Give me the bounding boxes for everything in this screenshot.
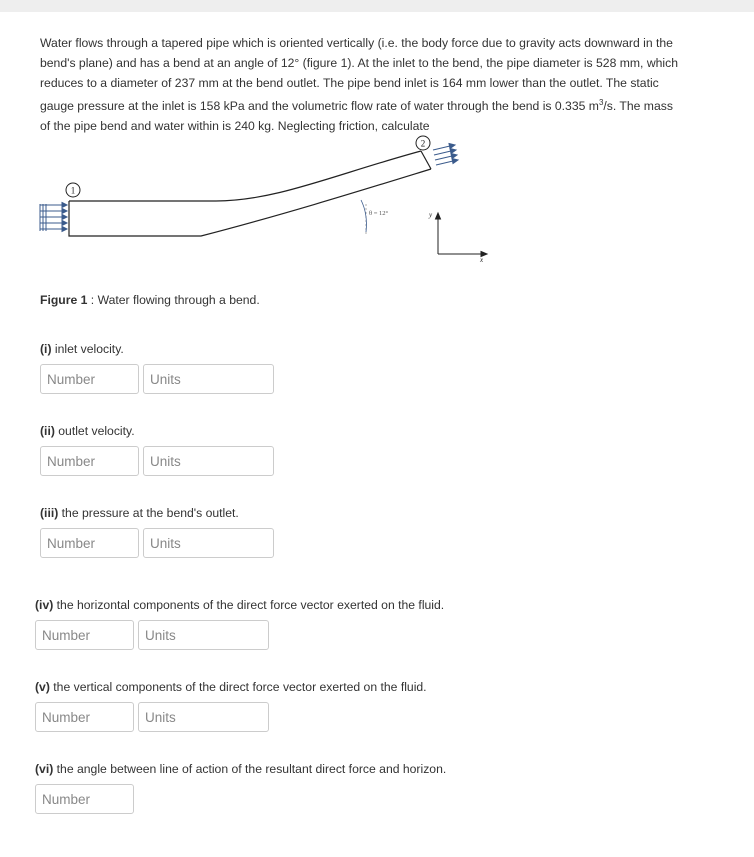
question-2-inputs xyxy=(40,446,274,476)
figure-1 xyxy=(36,134,506,269)
svg-text:θ = 12°: θ = 12° xyxy=(369,210,389,217)
q5-number-input[interactable]: Number xyxy=(35,702,134,732)
svg-text:2: 2 xyxy=(420,138,426,149)
station-2-label xyxy=(416,136,430,150)
question-4-label xyxy=(35,598,444,612)
pipe-bend-diagram xyxy=(36,134,506,269)
problem-statement xyxy=(40,33,685,136)
axis-x-label: x xyxy=(480,256,484,264)
axis-y-label: y xyxy=(429,211,433,219)
problem-text-end: /s. The mass of the pipe bend and water within is 240 kg. Neglecting friction, calculate xyxy=(40,99,673,134)
question-3-label xyxy=(40,506,239,520)
q6-number-input[interactable]: Number xyxy=(35,784,134,814)
question-number: (i) xyxy=(40,342,52,356)
q3-units-select[interactable]: Units xyxy=(143,528,274,558)
q4-units-select[interactable]: Units xyxy=(138,620,269,650)
q1-number-input[interactable]: Number xyxy=(40,364,139,394)
question-1-label xyxy=(40,342,124,356)
question-number: (vi) xyxy=(35,762,54,776)
question-6-label xyxy=(35,762,446,776)
figure-caption-text: : Water flowing through a bend. xyxy=(87,293,260,307)
q4-number-input[interactable]: Number xyxy=(35,620,134,650)
question-text: the horizontal components of the direct force vector exerted on the fluid. xyxy=(53,598,445,612)
question-number: (ii) xyxy=(40,424,55,438)
problem-superscript: 3 xyxy=(598,98,604,107)
q2-number-input[interactable]: Number xyxy=(40,446,139,476)
question-1-inputs xyxy=(40,364,274,394)
question-number: (iii) xyxy=(40,506,59,520)
figure-caption xyxy=(40,293,260,307)
coordinate-axes xyxy=(436,213,488,257)
problem-text: Water flows through a tapered pipe which is oriented vertically (i.e. the body force due to gravity acts downward in the bend's plane) and has a bend at an angle of 12° (figure 1). At the inlet to the bend, the pipe diameter is 528 mm, which reduces to a diameter of 237 mm at the bend outlet. The pipe bend inlet is 164 mm lower than the outlet. The static gauge pressure at the inlet is 158 kPa and the volumetric flow rate of water through the bend is 0.335 m xyxy=(40,36,678,114)
question-2-label xyxy=(40,424,135,438)
figure-caption-label: Figure 1 xyxy=(40,293,88,307)
question-number: (iv) xyxy=(35,598,54,612)
pipe-outline xyxy=(69,151,431,236)
q3-number-input[interactable]: Number xyxy=(40,528,139,558)
q1-units-select[interactable]: Units xyxy=(143,364,274,394)
angle-marker xyxy=(361,200,389,234)
inlet-flow-arrows xyxy=(40,203,67,232)
question-4-inputs xyxy=(35,620,269,650)
q5-units-select[interactable]: Units xyxy=(138,702,269,732)
question-text: the pressure at the bend's outlet. xyxy=(58,506,239,520)
top-bar xyxy=(0,0,754,12)
q2-units-select[interactable]: Units xyxy=(143,446,274,476)
question-text: outlet velocity. xyxy=(54,424,135,438)
question-5-inputs xyxy=(35,702,269,732)
svg-text:1: 1 xyxy=(70,185,76,196)
question-number: (v) xyxy=(35,680,50,694)
outlet-flow-arrows xyxy=(433,144,458,166)
question-6-inputs xyxy=(35,784,134,814)
question-text: the angle between line of action of the resultant direct force and horizon. xyxy=(53,762,447,776)
question-text: the vertical components of the direct force vector exerted on the fluid. xyxy=(49,680,427,694)
question-text: inlet velocity. xyxy=(51,342,124,356)
question-3-inputs xyxy=(40,528,274,558)
station-1-label xyxy=(66,183,80,197)
question-5-label xyxy=(35,680,427,694)
